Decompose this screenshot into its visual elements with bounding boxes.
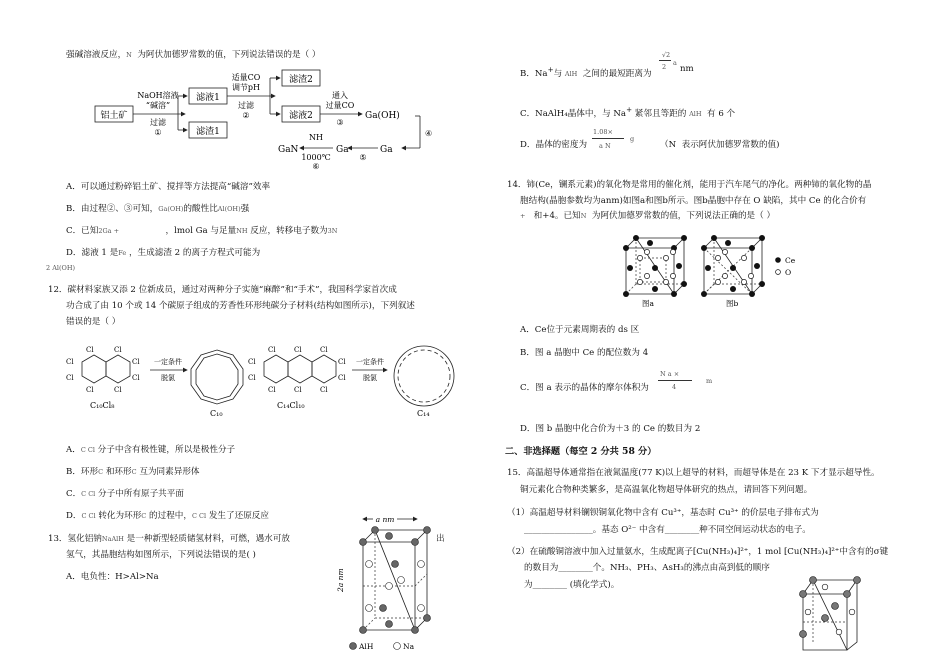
q12-option-a: A．C Cl 分子中含有极性键，所以是极性分子: [66, 445, 236, 455]
svg-text:AlH: AlH: [359, 642, 374, 651]
q12-option-c: C．C Cl 分子中所有原子共平面: [66, 489, 184, 499]
q13-line1: 13．氢化铝钠NaAlH 是一种新型轻质储氢材料，可燃，遇水可放: [48, 534, 290, 544]
svg-text:Cl: Cl: [66, 358, 74, 366]
svg-text:Cl: Cl: [248, 358, 256, 366]
naalh4-unit-cell: [335, 512, 435, 652]
svg-text:过滤: 过滤: [238, 101, 254, 110]
svg-text:②: ②: [242, 111, 250, 120]
svg-text:Cl: Cl: [132, 374, 140, 382]
svg-text:滤液1: 滤液1: [196, 93, 220, 103]
svg-text:通入: 通入: [332, 91, 348, 100]
q13-d-unit: g: [630, 135, 635, 143]
svg-text:Cl: Cl: [248, 374, 256, 382]
svg-text:滤渣2: 滤渣2: [289, 75, 313, 85]
svg-text:Cl: Cl: [320, 386, 328, 394]
svg-text:Cl: Cl: [114, 386, 122, 394]
svg-text:调节pH: 调节pH: [231, 83, 261, 92]
q13-b-a: a: [673, 59, 677, 67]
svg-text:④: ④: [425, 129, 433, 138]
svg-text:Cl: Cl: [338, 358, 346, 366]
svg-text:Cl: Cl: [86, 386, 94, 394]
q14-line1: 14．铈(Ce，镧系元素)的氧化物是常用的催化剂，能用于汽车尾气的净化。两种铈的氧化物的晶: [507, 180, 872, 190]
svg-text:Cl: Cl: [268, 386, 276, 394]
svg-text:O: O: [785, 268, 792, 277]
q14-c-unit: m: [706, 377, 713, 385]
q13-option-a: A．电负性：H>Al>Na: [66, 572, 159, 582]
svg-text:GaN: GaN: [278, 145, 299, 155]
svg-text:Na: Na: [403, 642, 415, 651]
svg-text:①: ①: [154, 128, 162, 137]
svg-text:Cl: Cl: [338, 374, 346, 382]
svg-text:Ga: Ga: [336, 145, 349, 155]
svg-text:Cl: Cl: [86, 346, 94, 354]
svg-text:滤液2: 滤液2: [289, 111, 313, 121]
q11-option-a: A．可以通过粉碎铝土矿、搅拌等方法提高“碱溶”效率: [66, 182, 271, 192]
svg-text:Cl: Cl: [294, 346, 302, 354]
svg-text:C₁₀Cl₈: C₁₀Cl₈: [90, 401, 115, 410]
svg-text:脱氯: 脱氯: [161, 374, 175, 382]
q15-part2-line1: （2）在硫酸铜溶液中加入过量氨水，生成配离子[Cu(NH₃)₄]²⁺，1 mol [Cu(NH₃)₄]²⁺中含有的σ键: [507, 547, 889, 557]
svg-text:Cl: Cl: [268, 346, 276, 354]
svg-text:Cl: Cl: [66, 374, 74, 382]
section-heading: 二、非选择题（每空 2 分共 58 分）: [505, 446, 657, 457]
svg-text:Ga(OH): Ga(OH): [365, 111, 400, 121]
ceria-unit-cells: [620, 230, 820, 310]
q13-line2: 氢气，其晶胞结构如图所示，下列说法错误的是( ): [66, 550, 256, 560]
svg-text:C₁₄: C₁₄: [417, 409, 430, 418]
q13-b-fraction-top: √2: [661, 51, 671, 59]
svg-text:“碱溶”: “碱溶”: [145, 101, 171, 110]
q14-option-d: D．图 b 晶胞中化合价为＋3 的 Ce 的数目为 2: [520, 424, 701, 434]
svg-text:1000℃: 1000℃: [301, 153, 331, 162]
svg-text:适量CO: 适量CO: [231, 73, 261, 82]
svg-text:Cl: Cl: [294, 386, 302, 394]
svg-text:⑥: ⑥: [312, 162, 320, 171]
svg-text:图b: 图b: [726, 299, 739, 308]
q13-option-c: C．NaAlH₄晶体中，与 Na+ 紧邻且等距的 AlH 有 6 个: [520, 105, 736, 119]
q11-intro: 强碱溶液反应，N 为阿伏加德罗常数的值，下列说法错误的是（ ）: [66, 50, 321, 60]
svg-text:a nm: a nm: [375, 515, 395, 524]
q13-b-unit: nm: [680, 64, 694, 74]
svg-text:Cl: Cl: [114, 346, 122, 354]
q15-crystal-figure: [795, 572, 865, 650]
q13-b-fraction-bottom: 2: [662, 63, 667, 71]
q13-option-d-note: （N 表示阿伏加德罗常数的值): [660, 140, 780, 150]
svg-text:脱氯: 脱氯: [363, 374, 377, 382]
fraction-bar: [592, 138, 624, 139]
svg-text:一定条件: 一定条件: [154, 358, 182, 366]
q12-option-b: B．环形C 和环形C 互为同素异形体: [66, 467, 200, 477]
q15-part2-line2: 的数目为________个。NH₃、PH₃、AsH₃的沸点由高到低的顺序: [524, 563, 770, 573]
flow-diagram: [90, 70, 435, 170]
fraction-bar: [659, 60, 671, 61]
q11-option-c: C．已知2Ga + ，lmol Ga 与足量NH 反应，转移电子数为3N: [66, 226, 338, 236]
q12-line3: 错误的是（ ）: [66, 317, 121, 327]
q15-part1-line1: （1）高温超导材料镧钡铜氧化物中含有 Cu³⁺，基态时 Cu³⁺ 的价层电子排布式为: [507, 508, 819, 518]
carbon-ring-diagram: [62, 340, 462, 420]
q13-d-fraction-top: 1.08×: [593, 128, 613, 136]
q15-part2-line3: 为________ (填化学式)。: [524, 580, 620, 590]
svg-text:Cl: Cl: [132, 358, 140, 366]
q14-line2: 胞结构(晶胞参数均为anm)如图a和图b所示。图b晶胞中存在 O 缺陷，其中 Ce 的化合价有: [520, 196, 867, 206]
q15-line2: 铜元素化合物种类繁多，是高温氧化物超导体研究的热点，请回答下列问题。: [520, 485, 813, 495]
q13-option-d: D．晶体的密度为: [520, 140, 588, 150]
svg-text:C₁₀: C₁₀: [210, 409, 223, 418]
svg-text:滤渣1: 滤渣1: [196, 127, 220, 137]
svg-text:Cl: Cl: [320, 346, 328, 354]
q14-c-fraction-top: N a ×: [660, 370, 680, 378]
fraction-bar: [658, 380, 692, 381]
svg-text:⑤: ⑤: [359, 153, 367, 162]
svg-text:③: ③: [336, 118, 344, 127]
svg-text:过量CO: 过量CO: [325, 101, 355, 110]
q15-part1-line2: ________________。基态 O²⁻ 中含有________种不同空间运动状态的电子。: [524, 525, 811, 535]
svg-text:2a nm: 2a nm: [336, 568, 345, 592]
q11-option-d: D．滤液 1 是Fe ，生成滤渣 2 的离子方程式可能为: [66, 248, 261, 258]
q13-option-b: B．Na+与 AlH 之间的最短距离为: [520, 65, 652, 79]
svg-text:一定条件: 一定条件: [356, 358, 384, 366]
q13-line1-end: 出: [436, 534, 445, 544]
flow-start: 铝土矿: [100, 111, 128, 121]
q14-option-c: C．图 a 表示的晶体的摩尔体积为: [520, 383, 649, 393]
q15-line1: 15．高温超导体通常指在液氮温度(77 K)以上超导的材料，而超导体是在 23 K 下才显示超导性。: [507, 468, 880, 478]
q11-option-d-equation: 2 Al(OH): [46, 264, 76, 272]
svg-text:C₁₄Cl₁₀: C₁₄Cl₁₀: [277, 401, 305, 410]
svg-text:图a: 图a: [642, 299, 654, 308]
svg-text:NaOH溶液: NaOH溶液: [137, 91, 179, 100]
q14-option-a: A．Ce位于元素周期表的 ds 区: [520, 325, 640, 335]
q14-c-fraction-bottom: 4: [672, 383, 677, 391]
svg-text:Ce: Ce: [785, 256, 796, 265]
q13-d-fraction-bottom: a N: [599, 142, 611, 150]
q11-option-b: B．由过程②、③可知，Ga(OH)的酸性比Al(OH)强: [66, 204, 250, 214]
svg-text:过滤: 过滤: [150, 118, 166, 127]
q14-option-b: B．图 a 晶胞中 Ce 的配位数为 4: [520, 348, 649, 358]
svg-text:Ga: Ga: [380, 145, 393, 155]
q12-option-d: D．C Cl 转化为环形C 的过程中，C Cl 发生了还原反应: [66, 511, 269, 521]
q14-line3: + 和+4。已知N 为阿伏加德罗常数的值，下列说法正确的是（ ）: [520, 211, 776, 221]
q12-line1: 12．碳材料家族又添 2 位新成员，通过对两种分子实施“麻醉”和“手术”，我国科学家首次成: [48, 285, 397, 295]
svg-text:NH: NH: [309, 133, 323, 142]
q12-line2: 功合成了由 10 个或 14 个碳原子组成的芳香性环形纯碳分子材料(结构如图所示)，下列叙述: [66, 301, 415, 311]
